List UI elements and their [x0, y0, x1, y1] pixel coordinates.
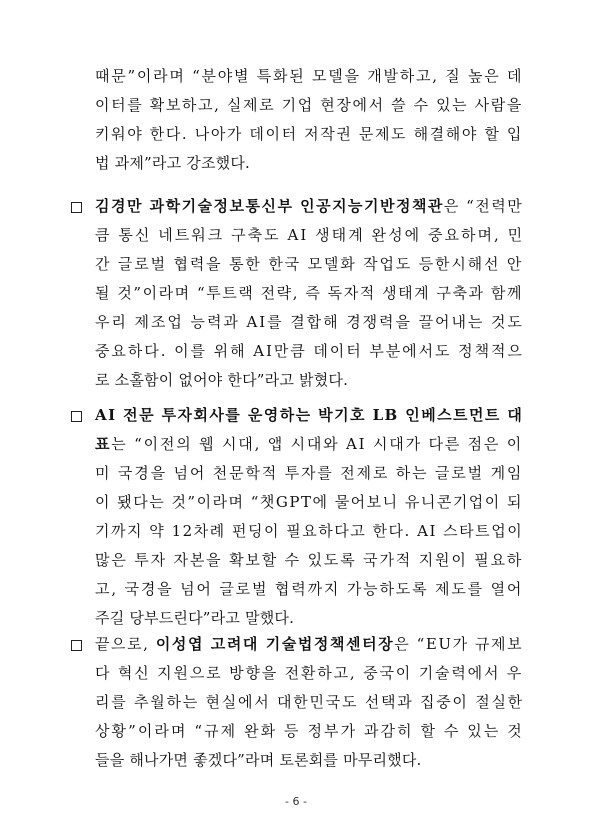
- text-line: 될 것”이라며 “투트랙 전략, 즉 독자적 생태계 구축과 함께: [95, 284, 523, 302]
- text-line: 주길 당부드린다”라고 말했다.: [95, 609, 295, 627]
- checkbox-bullet-icon: [71, 640, 82, 651]
- text-line: 많은 투자 자본을 확보할 수 있도록 국가적 지원이 필요하: [95, 551, 524, 569]
- text-line: [95, 196, 523, 216]
- text-line: 리를 추월하는 현실에서 대한민국도 선택과 집중이 절실한: [95, 693, 524, 711]
- speaker-name: 이성엽 고려대 기술법정책센터장: [155, 635, 395, 653]
- page-number: - 6 -: [285, 795, 307, 808]
- text-line: 상황”이라며 “규제 완화 등 정부가 과감히 할 수 있는 것: [95, 722, 524, 740]
- text-line: 들을 해나가면 좋겠다”라며 토론회를 마무리했다.: [95, 751, 422, 769]
- text-line: 이 됐다는 것”이라며 “챗GPT에 물어보니 유니콘기업이 되: [95, 493, 524, 511]
- text-line: 기까지 약 12차례 펀딩이 필요하다고 한다. AI 스타트업이: [95, 522, 524, 540]
- text-line: 키워야 한다. 나아가 데이터 저작권 문제도 해결해야 할 입: [95, 125, 524, 143]
- text-segment: 은 “전력만: [443, 197, 524, 215]
- checkbox-bullet-icon: [71, 202, 82, 213]
- text-line: 미 국경을 넘어 천문학적 투자를 전제로 하는 글로벌 게임: [95, 464, 524, 482]
- text-line: 때문”이라며 “분야별 특화된 모델을 개발하고, 질 높은 데: [95, 67, 524, 85]
- text-line: 법 과제”라고 강조했다.: [95, 154, 250, 172]
- text-segment: 은 “EU가 규제보: [394, 635, 524, 653]
- text-line: 고, 국경을 넘어 글로벌 협력까지 가능하도록 제도를 열어: [95, 580, 524, 598]
- text-segment: 끝으로,: [95, 635, 156, 653]
- text-line: [95, 634, 523, 654]
- text-line: 간 글로벌 협력을 통한 한국 모델화 작업도 등한시해선 안: [95, 255, 524, 273]
- checkbox-bullet-icon: [71, 411, 82, 422]
- speaker-name: 김경만 과학기술정보통신부 인공지능기반정책관: [95, 197, 444, 215]
- speaker-name: AI 전문 투자회사를 운영하는 박기호 LB 인베스트먼트 대: [95, 406, 524, 424]
- text-line: 로 소홀함이 없어야 한다”라고 밝혔다.: [95, 371, 349, 389]
- speaker-name: 표: [95, 435, 112, 453]
- text-line: [95, 434, 523, 454]
- text-line: 우리 제조업 능력과 AI를 결합해 경쟁력을 끌어내는 것도: [95, 313, 524, 331]
- text-segment: 는 “이전의 웹 시대, 앱 시대와 AI 시대가 다른 점은 이: [111, 435, 524, 453]
- text-line: 이터를 확보하고, 실제로 기업 현장에서 쓸 수 있는 사람을: [95, 96, 524, 114]
- text-line: 중요하다. 이를 위해 AI만큼 데이터 부분에서도 정책적으: [95, 342, 524, 360]
- text-line: 다 혁신 지원으로 방향을 전환하고, 중국이 기술력에서 우: [95, 664, 524, 682]
- text-line: 큼 통신 네트워크 구축도 AI 생태계 완성에 중요하며, 민: [95, 226, 525, 244]
